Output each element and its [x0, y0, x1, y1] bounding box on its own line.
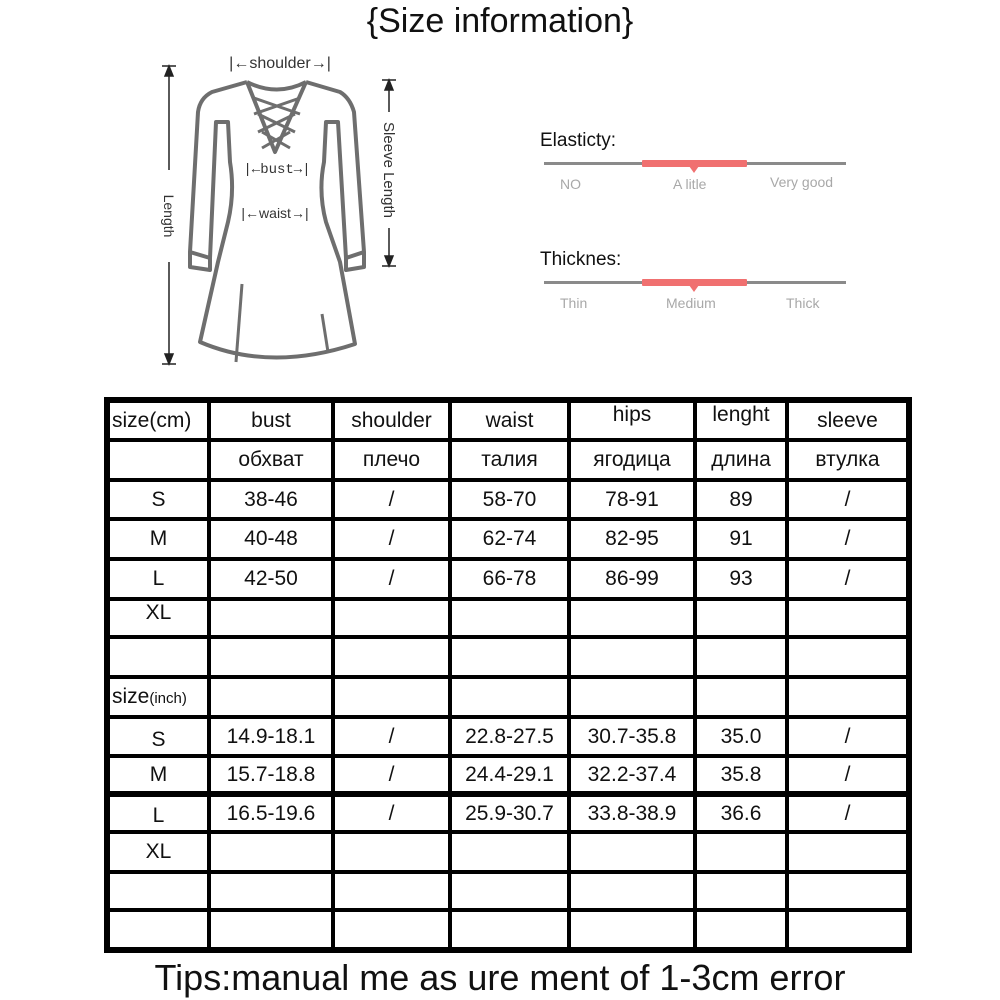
- table-cell: [107, 637, 209, 677]
- table-cell: 14.9-18.1: [209, 717, 333, 756]
- table-cell: /: [333, 794, 450, 832]
- table-cell: 36.6: [695, 794, 787, 832]
- table-cell: [787, 599, 909, 637]
- table-cell: 82-95: [569, 519, 695, 559]
- thickness-pointer-icon: [689, 285, 699, 292]
- elasticity-option-very-good: Very good: [770, 174, 834, 190]
- table-cell: 40-48: [209, 519, 333, 559]
- table-cell: 22.8-27.5: [450, 717, 569, 756]
- table-cell: [695, 872, 787, 910]
- table-cell: [333, 637, 450, 677]
- table-cell: 35.0: [695, 717, 787, 756]
- shoulder-label: |←shoulder→|: [229, 55, 331, 72]
- table-cell: /: [333, 559, 450, 599]
- table-cell: /: [787, 717, 909, 756]
- elasticity-option-no: NO: [560, 176, 581, 192]
- dress-measurement-diagram: [150, 52, 410, 372]
- table-cell: [209, 832, 333, 872]
- page-title: {Size information}: [366, 2, 634, 40]
- table-cell: [450, 637, 569, 677]
- header-cell: bust: [209, 400, 333, 440]
- waist-label: |←waist→|: [241, 205, 309, 221]
- table-cell: [209, 599, 333, 637]
- table-cell: 38-46: [209, 480, 333, 519]
- thickness-option-thick: Thick: [786, 295, 820, 311]
- header-ru-row: [107, 440, 909, 480]
- elasticity-option-a-little: A litle: [673, 176, 707, 192]
- elasticity-label: Elasticty:: [540, 130, 617, 151]
- table-cell: 15.7-18.8: [209, 756, 333, 794]
- header-cell: shoulder: [333, 400, 450, 440]
- table-row-inch-s: [107, 717, 909, 756]
- table-cell: [569, 872, 695, 910]
- table-cell: [787, 872, 909, 910]
- table-cell: /: [333, 756, 450, 794]
- dress-outline-icon: [150, 52, 410, 372]
- table-cell: [569, 637, 695, 677]
- table-cell: 62-74: [450, 519, 569, 559]
- table-cell: [209, 910, 333, 950]
- header-cell: sleeve: [787, 400, 909, 440]
- table-cell: M: [107, 519, 209, 559]
- header-ru-cell: ягодица: [569, 440, 695, 480]
- header-ru-cell: втулка: [787, 440, 909, 480]
- sleeve-length-label: Sleeve Length: [380, 122, 397, 218]
- table-cell: 33.8-38.9: [569, 794, 695, 832]
- elasticity-scale: [540, 128, 850, 196]
- table-cell: [569, 599, 695, 637]
- table-cell: /: [787, 519, 909, 559]
- table-cell: L: [107, 794, 209, 832]
- table-cell: 58-70: [450, 480, 569, 519]
- table-cell: 86-99: [569, 559, 695, 599]
- table-cell: [569, 910, 695, 950]
- table-cell: [209, 872, 333, 910]
- table-row-cm-empty: [107, 637, 909, 677]
- table-cell: [209, 637, 333, 677]
- header-ru-cell: длина: [695, 440, 787, 480]
- table-cell: 93: [695, 559, 787, 599]
- table-cell: [695, 910, 787, 950]
- elasticity-track: [540, 154, 850, 174]
- table-cell: 89: [695, 480, 787, 519]
- header-cell: size(cm): [107, 400, 209, 440]
- table-cell: M: [107, 756, 209, 794]
- table-cell: /: [787, 480, 909, 519]
- table-cell: [569, 832, 695, 872]
- table-cell: 35.8: [695, 756, 787, 794]
- table-cell: [450, 910, 569, 950]
- table-cell: XL: [107, 832, 209, 872]
- header-ru-cell: обхват: [209, 440, 333, 480]
- inch-header-cell: [107, 677, 209, 717]
- header-ru-cell: [107, 440, 209, 480]
- table-row-cm-m: [107, 519, 909, 559]
- table-cell: [107, 910, 209, 950]
- table-cell: [333, 872, 450, 910]
- table-cell: 25.9-30.7: [450, 794, 569, 832]
- table-cell: S: [107, 717, 209, 756]
- table-cell: 66-78: [450, 559, 569, 599]
- table-row-inch-m: [107, 756, 909, 794]
- thickness-track: [540, 273, 850, 293]
- thickness-scale: [540, 247, 850, 315]
- table-cell: [333, 599, 450, 637]
- size-chart-table: [104, 397, 912, 953]
- table-cell: [787, 832, 909, 872]
- table-cell: [787, 637, 909, 677]
- table-row-inch-empty-1: [107, 872, 909, 910]
- table-cell: [450, 872, 569, 910]
- table-cell: /: [787, 559, 909, 599]
- inch-size-label: size: [112, 685, 150, 708]
- table-cell: [450, 832, 569, 872]
- table-cell: [450, 599, 569, 637]
- bust-label: |←bust→|: [243, 162, 311, 178]
- table-cell: [695, 832, 787, 872]
- table-cell: /: [787, 756, 909, 794]
- tips-text: Tips:manual me as ure ment of 1-3cm error: [154, 957, 846, 998]
- table-cell: L: [107, 559, 209, 599]
- table-row-cm-xl: [107, 599, 909, 637]
- table-cell: [333, 832, 450, 872]
- header-ru-cell: плечо: [333, 440, 450, 480]
- table-cell: 30.7-35.8: [569, 717, 695, 756]
- table-cell: [695, 599, 787, 637]
- header-cell: lenght: [695, 400, 787, 440]
- thickness-option-thin: Thin: [560, 295, 588, 311]
- table-cell: /: [333, 519, 450, 559]
- header-cell: waist: [450, 400, 569, 440]
- table-cell: 32.2-37.4: [569, 756, 695, 794]
- header-ru-cell: талия: [450, 440, 569, 480]
- table-cell: S: [107, 480, 209, 519]
- thickness-option-medium: Medium: [666, 295, 716, 311]
- table-row-cm-l: [107, 559, 909, 599]
- table-cell: [107, 872, 209, 910]
- table-cell: 16.5-19.6: [209, 794, 333, 832]
- table-row-inch-empty-2: [107, 910, 909, 950]
- header-row: [107, 400, 909, 440]
- table-cell: 78-91: [569, 480, 695, 519]
- table-row-inch-xl: [107, 832, 909, 872]
- table-cell: /: [787, 794, 909, 832]
- table-cell: 42-50: [209, 559, 333, 599]
- table-cell: /: [333, 480, 450, 519]
- table-cell: [333, 910, 450, 950]
- table-row-cm-s: [107, 480, 909, 519]
- inch-unit-label: (inch): [149, 690, 187, 707]
- length-label: Length: [161, 194, 177, 238]
- table-cell: [787, 910, 909, 950]
- table-cell: [695, 637, 787, 677]
- table-cell: /: [333, 717, 450, 756]
- table-cell: 24.4-29.1: [450, 756, 569, 794]
- thickness-label: Thicknes:: [540, 249, 622, 270]
- table-cell: 91: [695, 519, 787, 559]
- header-cell: hips: [569, 400, 695, 440]
- table-row-inch-l: [107, 794, 909, 832]
- inch-header-row: [107, 677, 909, 717]
- elasticity-pointer-icon: [689, 166, 699, 173]
- table-cell: XL: [107, 599, 209, 637]
